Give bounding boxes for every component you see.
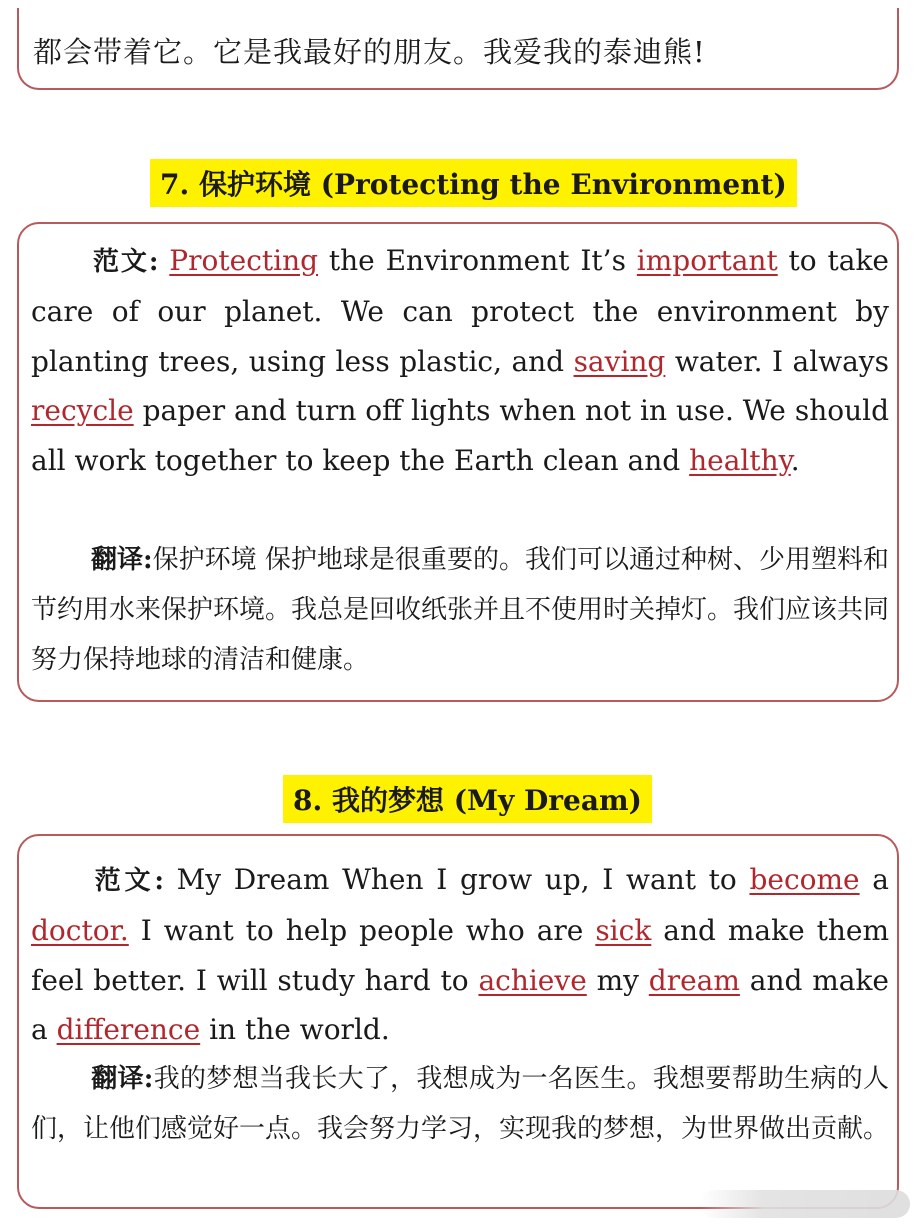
keyword: healthy bbox=[689, 443, 791, 477]
section-7-heading: 7. 保护环境 (Protecting the Environment) bbox=[150, 159, 797, 207]
section-8-card bbox=[17, 834, 899, 1209]
translation-text: 保护环境 保护地球是很重要的。我们可以通过种树、少用塑料和节约用水来保护环境。我总是回收纸张并且不使用时关掉灯。我们应该共同努力保持地球的清洁和健康。 bbox=[31, 545, 890, 675]
essay-label: 范文: bbox=[91, 247, 159, 277]
keyword: Protecting bbox=[169, 244, 319, 277]
section-7-card bbox=[17, 222, 899, 702]
keyword: achieve bbox=[478, 963, 587, 997]
keyword: important bbox=[636, 244, 778, 277]
keyword: difference bbox=[56, 1013, 201, 1047]
section-7-essay bbox=[31, 236, 889, 485]
keyword: saving bbox=[573, 344, 666, 378]
previous-essay-text: 都会带着它。它是我最好的朋友。我爱我的泰迪熊! bbox=[33, 35, 706, 69]
previous-essay-card bbox=[17, 8, 899, 90]
keyword: sick bbox=[595, 914, 652, 948]
keyword: become bbox=[749, 863, 860, 896]
section-8-heading: 8. 我的梦想 (My Dream) bbox=[283, 775, 652, 823]
keyword: doctor. bbox=[31, 914, 129, 948]
section-8-essay bbox=[31, 855, 889, 1055]
keyword: dream bbox=[648, 963, 740, 997]
translation-text: 我的梦想当我长大了，我想成为一名医生。我想要帮助生病的人们，让他们感觉好一点。我会努力学习，实现我的梦想，为世界做出贡献。 bbox=[31, 1064, 890, 1144]
translation-label: 翻译: bbox=[91, 1064, 154, 1094]
keyword: recycle bbox=[31, 394, 134, 428]
essay-label: 范文: bbox=[91, 866, 164, 896]
section-8-translation bbox=[31, 1054, 889, 1154]
section-7-translation bbox=[31, 535, 889, 685]
essay-text: My Dream When I grow up, I want to become a doctor. I want to help people who are sick and make them feel better. I will study hard to achieve my dream and make a difference in the world. bbox=[31, 863, 890, 1047]
translation-label: 翻译: bbox=[91, 545, 153, 575]
essay-text: Protecting the Environment It’s important to take care of our planet. We can protect the environment by planting trees, using less plastic, and saving water. I always recycle paper and turn off lights when not in use. We should all work together to keep the Earth clean and healthy. bbox=[31, 244, 889, 477]
blurred-watermark bbox=[700, 1190, 910, 1218]
